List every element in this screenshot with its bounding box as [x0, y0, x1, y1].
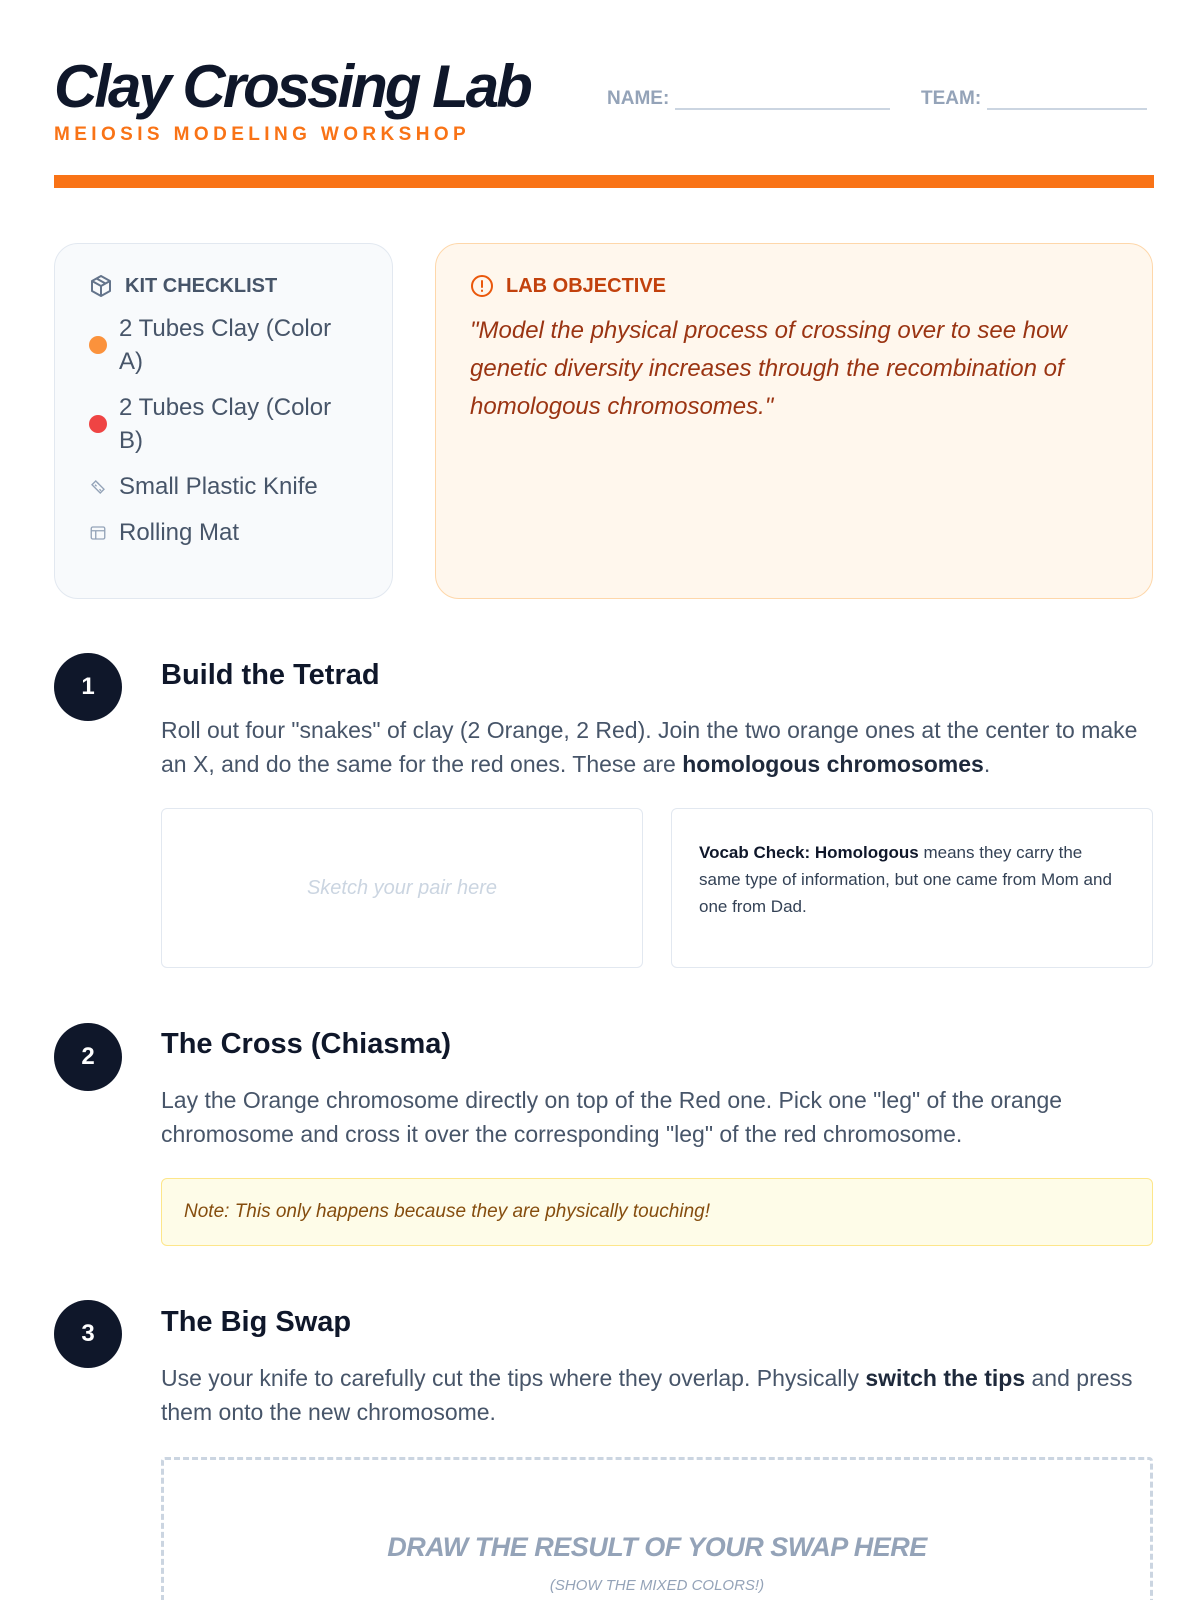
sketch-placeholder: Sketch your pair here	[306, 876, 498, 899]
kit-item-label: Rolling Mat	[119, 519, 240, 546]
kit-title: KIT CHECKLIST	[125, 274, 278, 297]
note-text: Note: This only happens because they are physically touching!	[184, 1201, 710, 1222]
sketch-area[interactable]	[161, 808, 643, 968]
kit-item-label: Small Plastic Knife	[119, 473, 318, 500]
bold-text: switch the tips	[865, 1365, 1026, 1391]
kit-item-label: 2 Tubes Clay (Color A)	[119, 315, 332, 375]
vocab-term: Vocab Check: Homologous	[699, 843, 919, 862]
objective-title: LAB OBJECTIVE	[506, 274, 667, 297]
step-title-1: Build the Tetrad	[161, 659, 380, 691]
step-number-1: 1	[54, 653, 122, 721]
text: Roll out four "snakes" of clay (2 Orange, 2 Red). Join the two orange ones at the center to make an X, and do the same for the red ones. These are	[161, 717, 1138, 777]
page-title: Clay Crossing Lab	[54, 53, 530, 120]
alert-circle-icon	[470, 274, 494, 298]
layout-icon	[89, 524, 107, 542]
team-field[interactable]	[921, 88, 1147, 110]
kit-item	[89, 312, 358, 378]
kit-header	[89, 274, 358, 298]
text: .	[983, 751, 991, 777]
kit-item	[89, 470, 358, 503]
text: and press them onto the new chromosome.	[161, 1365, 1133, 1425]
step-text-1	[161, 713, 1156, 781]
draw-subtitle: (SHOW THE MIXED COLORS!)	[549, 1577, 765, 1594]
note-box	[161, 1178, 1153, 1246]
name-field[interactable]	[607, 88, 890, 110]
objective-text: "Model the physical process of crossing over to see how genetic diversity increases through the recombination of homologous chromosomes."	[470, 317, 1067, 420]
orange-dot-icon	[89, 336, 107, 354]
vocab-definition: means they carry the same type of information, but one came from Mom and one from Dad.	[699, 843, 1112, 916]
draw-title: DRAW THE RESULT OF YOUR SWAP HERE	[387, 1532, 927, 1562]
header-divider	[54, 175, 1154, 188]
step-title-2: The Cross (Chiasma)	[161, 1028, 452, 1060]
vocab-check-box	[671, 808, 1153, 968]
team-line[interactable]	[987, 92, 1147, 110]
step-number-3: 3	[54, 1300, 122, 1368]
step-text-3	[161, 1361, 1156, 1429]
team-label: TEAM:	[921, 88, 982, 109]
step-number-2: 2	[54, 1023, 122, 1091]
step-title-3: The Big Swap	[161, 1306, 352, 1338]
page-subtitle: MEIOSIS MODELING WORKSHOP	[54, 124, 471, 145]
text: Use your knife to carefully cut the tips where they overlap. Physically	[161, 1365, 866, 1391]
red-dot-icon	[89, 415, 107, 433]
objective-header	[470, 274, 1118, 298]
bold-text: homologous chromosomes	[682, 751, 984, 777]
ruler-icon	[89, 478, 107, 496]
kit-item-label: 2 Tubes Clay (Color B)	[119, 394, 332, 454]
kit-item	[89, 516, 358, 549]
name-line[interactable]	[675, 92, 890, 110]
step-text-2: Lay the Orange chromosome directly on top of the Red one. Pick one "leg" of the orange chromosome and cross it over the corresponding "leg" of the red chromosome.	[161, 1087, 1063, 1147]
package-icon	[89, 274, 113, 298]
name-label: NAME:	[607, 88, 670, 109]
kit-checklist-card	[54, 243, 393, 599]
lab-objective-card	[435, 243, 1153, 599]
drawing-area[interactable]	[161, 1457, 1153, 1600]
kit-item	[89, 391, 358, 457]
